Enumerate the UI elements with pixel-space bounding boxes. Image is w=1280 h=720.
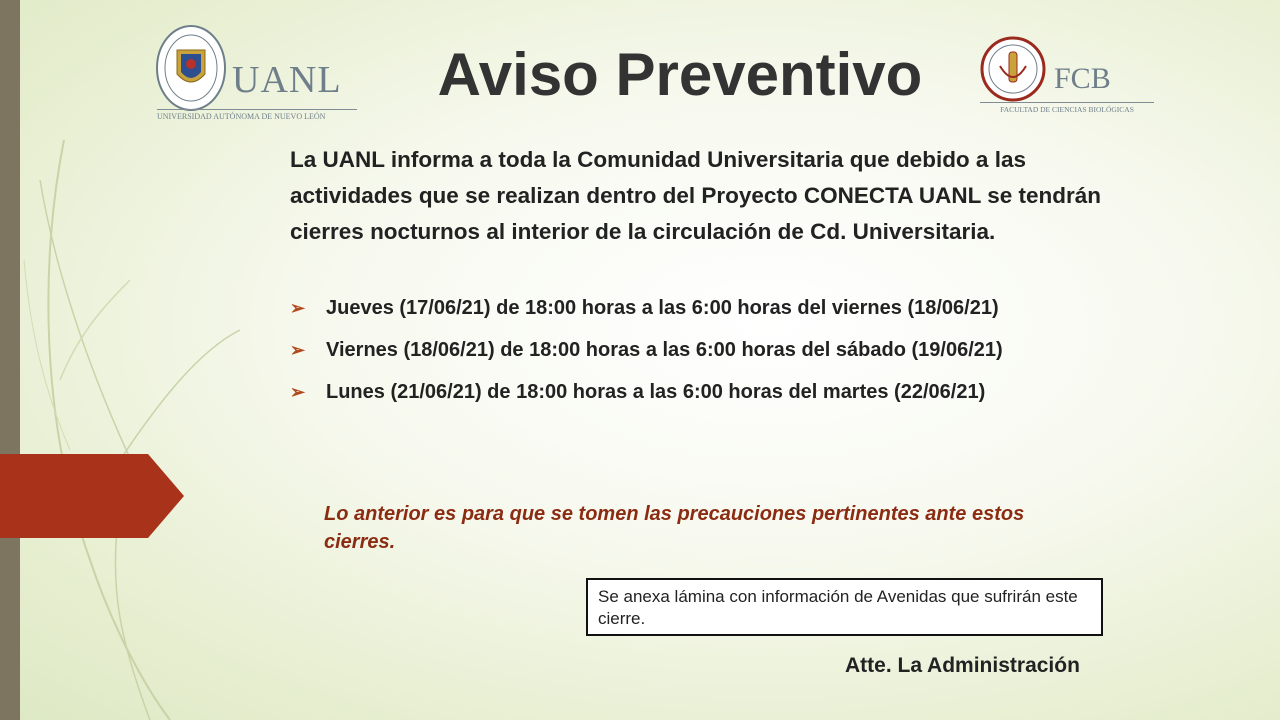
annex-note-text: Se anexa lámina con información de Avenidas que sufrirán este cierre. [598,587,1078,628]
arrow-bullet-icon: ➢ [290,340,306,360]
signature: Atte. La Administración [845,654,1080,677]
annex-note-box [586,578,1103,636]
uanl-seal-icon [155,24,227,112]
schedule-item-text: Jueves (17/06/21) de 18:00 horas a las 6:00 horas del viernes (18/06/21) [326,297,999,319]
list-item [290,376,1120,408]
uanl-wordmark: UANL [232,59,342,101]
schedule-item-text: Viernes (18/06/21) de 18:00 horas a las 6:00 horas del sábado (19/06/21) [326,339,1003,361]
arrow-bullet-icon: ➢ [290,382,306,402]
fcb-caption: FACULTAD DE CIENCIAS BIOLÓGICAS [980,102,1154,114]
uanl-caption: UNIVERSIDAD AUTÓNOMA DE NUEVO LEÓN [157,109,357,121]
fcb-wordmark: FCB [1054,62,1111,95]
closure-schedule-list [290,292,1120,418]
intro-paragraph: La UANL informa a toda la Comunidad Universitaria que debido a las actividades que se realizan dentro del Proyecto CONECTA UANL se tendrán cierres nocturnos al interior de la circulación de Cd. Universitaria. [290,147,1102,244]
list-item [290,292,1120,324]
precaution-note: Lo anterior es para que se tomen las precauciones pertinentes ante estos cierres. [324,503,1025,553]
list-item [290,334,1120,366]
page-title: Aviso Preventivo [437,41,923,108]
schedule-item-text: Lunes (21/06/21) de 18:00 horas a las 6:00 horas del martes (22/06/21) [326,381,986,403]
red-arrow-decoration [0,454,184,538]
arrow-bullet-icon: ➢ [290,298,306,318]
fcb-seal-icon [980,36,1046,102]
